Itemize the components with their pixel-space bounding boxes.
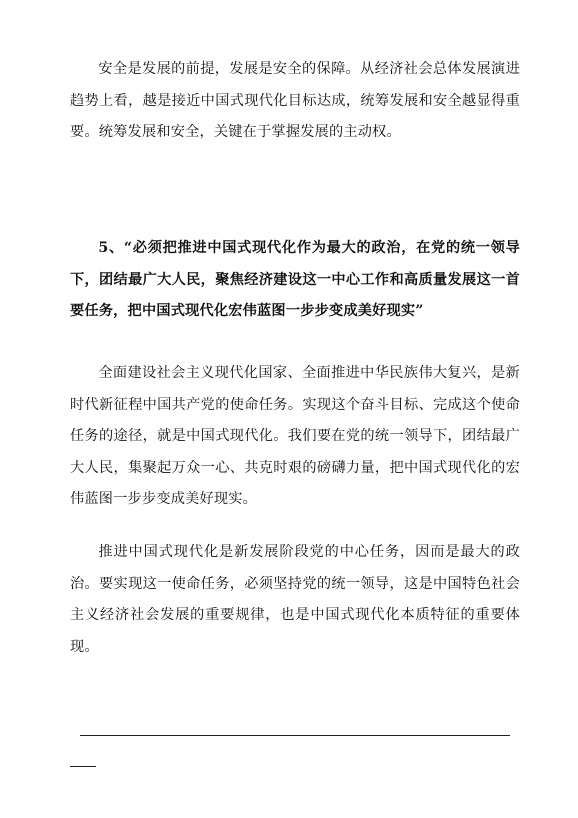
paragraph-security-development: 安全是发展的前提，发展是安全的保障。从经济社会总体发展演进趋势上看，越是接近中国式现代化目标达成，统筹发展和安全越显得重要。统筹发展和安全，关键在于掌握发展的主动权。: [70, 61, 520, 140]
separator-line: [80, 735, 510, 736]
separator-line-short: [70, 766, 96, 767]
paragraph-central-task: 推进中国式现代化是新发展阶段党的中心任务，因而是最大的政治。要实现这一使命任务，必须坚持党的统一领导，这是中国特色社会主义经济社会发展的重要规律，也是中国式现代化本质特征的重要体现。: [70, 544, 520, 655]
section-heading-5: 5、“必须把推进中国式现代化作为最大的政治，在党的统一领导下，团结最广大人民，聚焦经济建设这一中心工作和高质量发展这一首要任务，把中国式现代化宏伟蓝图一步步变成美好现实”: [70, 240, 520, 319]
paragraph-mission-task: 全面建设社会主义现代化国家、全面推进中华民族伟大复兴，是新时代新征程中国共产党的使命任务。实现这个奋斗目标、完成这个使命任务的途径，就是中国式现代化。我们要在党的统一领导下，团结最广大人民，集聚起万众一心、共克时艰的磅礴力量，把中国式现代化的宏伟蓝图一步步变成美好现实。: [70, 365, 520, 507]
